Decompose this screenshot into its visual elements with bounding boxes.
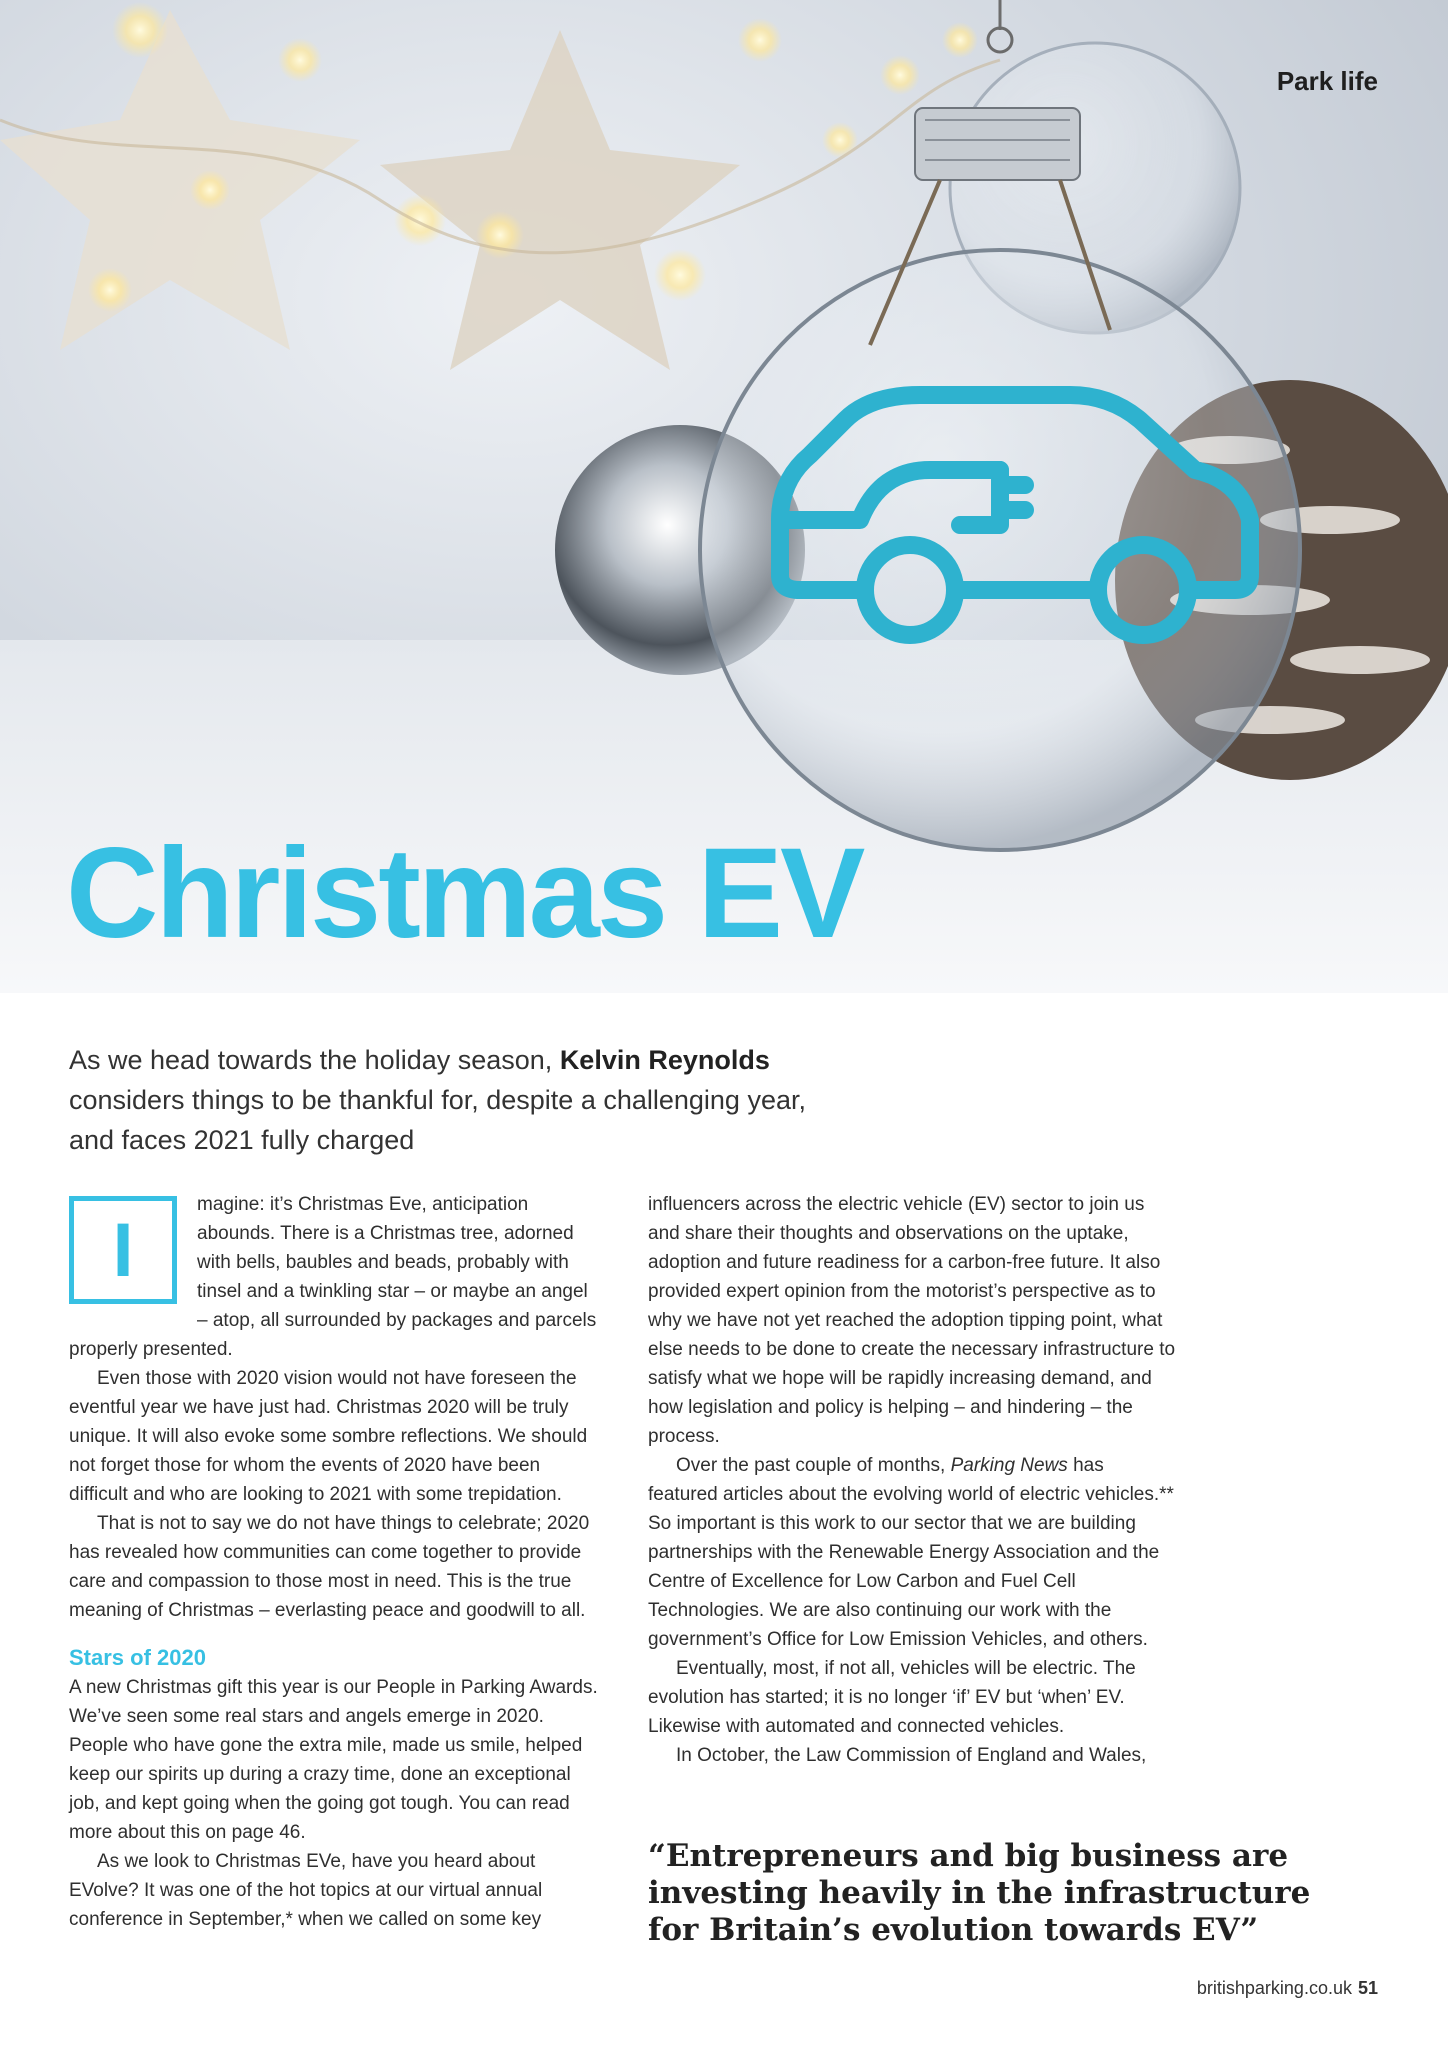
paragraph: As we look to Christmas EVe, have you heard about EVolve? It was one of the hot topics at our virtual annual conference in September,* when we called on some key [69, 1851, 543, 1930]
paragraph: In October, the Law Commission of England and Wales, [676, 1745, 1147, 1766]
standfirst [69, 1040, 829, 1160]
section-label: Park life [1276, 66, 1378, 96]
paragraph: Even those with 2020 vision would not have foreseen the eventful year we have just had. Christmas 2020 will be truly unique. It will also evoke some sombre reflections. We should not forget those for whom the events of 2020 have been difficult and who are looking to 2021 with some trepidation. [69, 1368, 588, 1505]
paragraph-text: Over the past couple of months, [676, 1455, 951, 1476]
paragraph: Eventually, most, if not all, vehicles will be electric. The evolution has started; it is no longer ‘if’ EV but ‘when’ EV. Likewise with automated and connected vehicles. [648, 1658, 1136, 1737]
drop-cap: I [69, 1196, 177, 1304]
paragraph: A new Christmas gift this year is our People in Parking Awards. We’ve seen some real stars and angels emerge in 2020. People who have gone the extra mile, made us smile, helped keep our spirits up during a crazy time, done an exceptional job, and kept going when the going got tough. You can read more about this on page 46. [69, 1677, 598, 1843]
paragraph: magine: it’s Christmas Eve, anticipation abounds. There is a Christmas tree, adorned with bells, baubles and beads, probably with tinsel and a twinkling star – or maybe an angel – atop, all surrounded by packages and parcels properly presented. [69, 1194, 597, 1360]
website-link[interactable]: britishparking.co.uk [1196, 1978, 1352, 1998]
publication-title: Parking News [950, 1455, 1068, 1476]
standfirst-lead: As we head towards the holiday season, [69, 1045, 560, 1075]
paragraph-text: has featured articles about the evolving world of electric vehicles.** So important is this work to our sector that we are building partnerships with the Renewable Energy Association and the Centre of Excellence for Low Carbon and Fuel Cell Technologies. We are also continuing our work with the government’s Office for Low Emission Vehicles, and others. [648, 1455, 1174, 1650]
subheading: Stars of 2020 [69, 1645, 206, 1670]
page-number: 51 [1357, 1978, 1378, 1998]
paragraph: That is not to say we do not have things to celebrate; 2020 has revealed how communities can come together to provide care and compassion to those most in need. This is the true meaning of Christmas – everlasting peace and goodwill to all. [69, 1513, 590, 1621]
author-name: Kelvin Reynolds [559, 1045, 770, 1075]
body-column-right [648, 1190, 1178, 1770]
page-footer [1197, 1978, 1378, 1999]
headline: Christmas EV [66, 822, 863, 965]
standfirst-rest: considers things to be thankful for, despite a challenging year, and faces 2021 fully charged [69, 1085, 806, 1155]
body-column-left [69, 1190, 599, 1934]
paragraph [648, 1451, 1178, 1654]
pull-quote: “Entrepreneurs and big business are investing heavily in the infrastructure for Britain’s evolution towards EV” [648, 1838, 1311, 1948]
paragraph: influencers across the electric vehicle (EV) sector to join us and share their thoughts and observations on the uptake, adoption and future readiness for a carbon-free future. It also provided expert opinion from the motorist’s perspective as to why we have not yet reached the adoption tipping point, what else needs to be done to create the necessary infrastructure to satisfy what we hope will be rapidly increasing demand, and how legislation and policy is helping – and hindering – the process. [648, 1194, 1176, 1447]
